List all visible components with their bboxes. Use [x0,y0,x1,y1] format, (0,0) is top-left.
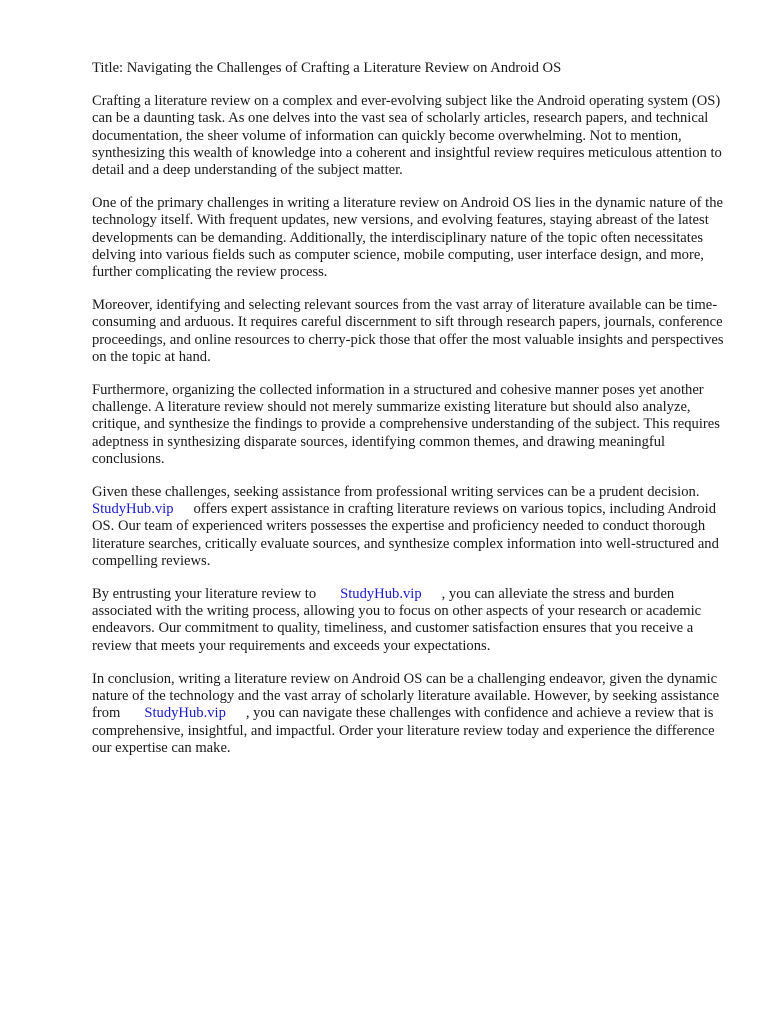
document-title: Title: Navigating the Challenges of Crafting a Literature Review on Android OS [92,60,562,76]
studyhub-link-3[interactable]: StudyHub.vip [144,705,226,722]
paragraph-challenges: One of the primary challenges in writing a literature review on Android OS lies in the dynamic nature of the technology itself. With frequent updates, new versions, and evolving features, staying abreast of the latest developments can be demanding. Additionally, the interdisciplinary nature of the topic often necessitates delving into various fields such as computer science, mobile computing, user interface design, and more, further complicating the review process. [92,195,723,281]
document-page [92,60,732,773]
studyhub-link-1[interactable]: StudyHub.vip [92,501,174,518]
paragraph-intro: Crafting a literature review on a complex and ever-evolving subject like the Android operating system (OS) can be a daunting task. As one delves into the vast sea of scholarly articles, research papers, and technical documentation, the sheer volume of information can quickly become overwhelming. Not to mention, synthesizing this wealth of knowledge into a coherent and insightful review requires meticulous attention to detail and a deep understanding of the subject matter. [92,93,722,179]
paragraph-conclusion-before: In conclusion, writing a literature review on Android OS can be a challenging endeavor, given the dynamic nature of the technology and the vast array of scholarly literature available. However, by seeking assistance from [92,670,720,722]
paragraph-assistance-after: offers expert assistance in crafting literature reviews on various topics, including Android OS. Our team of experienced writers possesses the expertise and proficiency needed to conduct thorough literature searches, critically evaluate sources, and synthesize complex information into well-structured and compelling reviews. [92,501,719,569]
paragraph-assistance-before: Given these challenges, seeking assistance from professional writing services can be a prudent decision. [92,484,700,501]
studyhub-link-2[interactable]: StudyHub.vip [340,586,422,603]
paragraph-entrusting-after: , you can alleviate the stress and burden associated with the writing process, allowing you to focus on other aspects of your research or academic endeavors. Our commitment to quality, timeliness, and customer satisfaction ensures that you receive a review that meets your requirements and exceeds your expectations. [92,586,702,654]
paragraph-sources: Moreover, identifying and selecting relevant sources from the vast array of literature available can be time-consuming and arduous. It requires careful discernment to sift through research papers, journals, conference proceedings, and online resources to cherry-pick those that offer the most valuable insights and perspectives on the topic at hand. [92,297,724,365]
paragraph-entrusting-before: By entrusting your literature review to [92,586,317,603]
paragraph-conclusion-after: , you can navigate these challenges with confidence and achieve a review that is comprehensive, insightful, and impactful. Order your literature review today and experience the difference our expertise can make. [92,705,715,756]
paragraph-conclusion [92,671,732,757]
paragraph-entrusting [92,586,732,655]
paragraph-assistance [92,484,732,570]
paragraph-organizing: Furthermore, organizing the collected information in a structured and cohesive manner poses yet another challenge. A literature review should not merely summarize existing literature but should also analyze, critique, and synthesize the findings to provide a comprehensive understanding of the subject. This requires adeptness in synthesizing disparate sources, identifying common themes, and drawing meaningful conclusions. [92,382,720,467]
